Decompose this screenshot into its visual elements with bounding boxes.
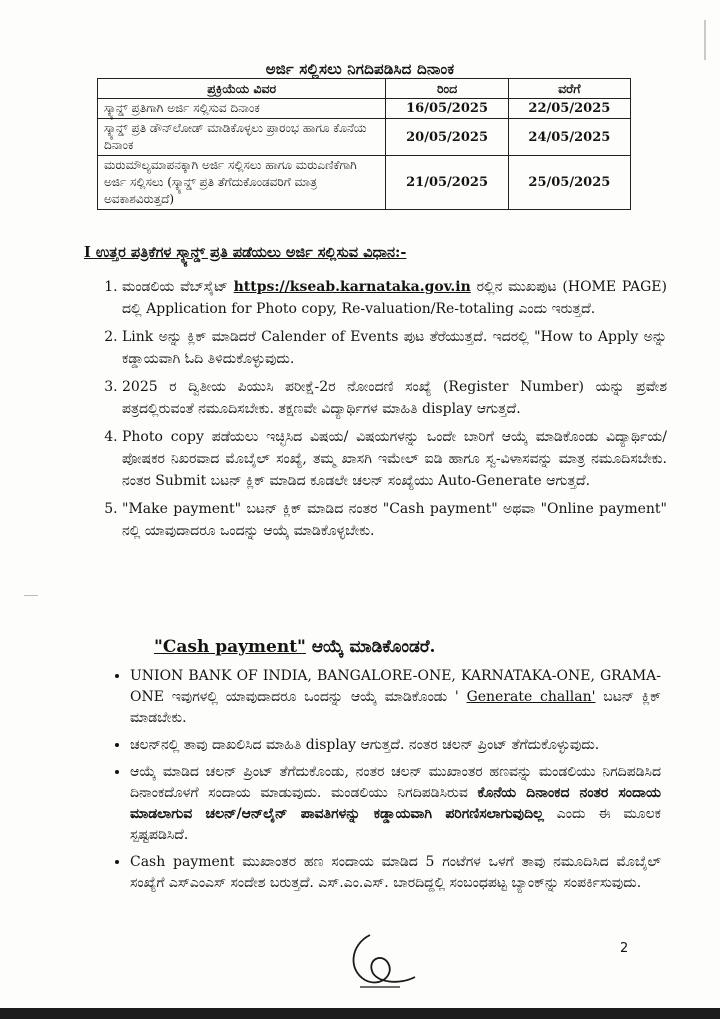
row-to-date: 24/05/2025: [508, 119, 630, 156]
row-to-date: 25/05/2025: [508, 156, 630, 210]
row-from-date: 21/05/2025: [386, 156, 508, 210]
row-to-date: 22/05/2025: [508, 99, 630, 119]
scan-artifact: [24, 595, 38, 596]
bullet-text: ಆಯ್ಕೆ ಮಾಡಿದ ಚಲನ್ ಪ್ರಿಂಟ್ ತೆಗೆದುಕೊಂಡು, ನಂತರ ಚಲನ್ ಮುಖಾಂತರ ಹಣವನ್ನು ಮಂಡಲಿಯು ನಿಗದಿಪಡಿಸಿದ ದಿನಾಂಕದೊಳಗೆ ಸಂದಾಯ ಮಾಡುವುದು. ಮಂಡಲಿಯು ನಿಗದಿಪಡಿಸಿರುವ: [130, 764, 661, 801]
row-detail: ಸ್ಕ್ಯಾನ್ಡ್ ಪ್ರತಿ ಡೌನ್‌ಲೋಡ್ ಮಾಡಿಕೊಳ್ಳಲು ಪ್ರಾರಂಭ ಹಾಗೂ ಕೊನೆಯ ದಿನಾಂಕ: [98, 119, 386, 156]
bullet-item: [130, 666, 661, 729]
scan-bottom-edge: [0, 1008, 720, 1019]
step-text: ರಲ್ಲಿನ ಮುಖಪುಟ (HOME PAGE) ದಲ್ಲಿ Application for Photo copy, Re-valuation/Re-totaling ಎಂದು ಇರುತ್ತದೆ.: [122, 279, 667, 317]
table-row: [98, 156, 631, 210]
bullet-text: ಎಂದು ಈ ಮೂಲಕ ಸ್ಪಷ್ಟಪಡಿಸಿದೆ.: [130, 806, 661, 843]
header-process-detail: ಪ್ರಕ್ರಿಯೆಯ ವಿವರ: [98, 79, 386, 99]
bullet-item: [130, 762, 661, 846]
row-from-date: 20/05/2025: [386, 119, 508, 156]
bullet-bold-text: ಕೊನೆಯ ದಿನಾಂಕದ ನಂತರ ಸಂದಾಯ ಮಾಡಲಾಗುವ ಚಲನ್/ಆನ್‌ಲೈನ್ ಪಾವತಿಗಳನ್ನು ಕಡ್ಡಾಯವಾಗಿ ಪರಿಗಣಿಸಲಾಗುವುದಿಲ್ಲ: [130, 785, 661, 822]
step-item: [122, 276, 667, 320]
table-header-row: [98, 79, 631, 99]
website-link[interactable]: https://kseab.karnataka.gov.in: [233, 279, 471, 295]
schedule-title: ಅರ್ಜಿ ಸಲ್ಲಿಸಲು ನಿಗದಿಪಡಿಸಿದ ದಿನಾಂಕ: [265, 60, 455, 78]
row-detail: ಮರುಮೌಲ್ಯಮಾಪನಕ್ಕಾಗಿ ಅರ್ಜಿ ಸಲ್ಲಿಸಲು ಹಾಗೂ ಮರುಎಣಿಕೆಗಾಗಿ ಅರ್ಜಿ ಸಲ್ಲಿಸಲು (ಸ್ಕ್ಯಾನ್ಡ್ ಪ್ರತಿ ತೆಗೆದುಕೊಂಡವರಿಗೆ ಮಾತ್ರ ಅವಕಾಶವಿರುತ್ತದೆ): [98, 156, 386, 210]
scan-artifact: [704, 20, 706, 60]
table-row: [98, 99, 631, 119]
bullet-item: • ಚಲನ್‌ನಲ್ಲಿ ತಾವು ದಾಖಲಿಸಿದ ಮಾಹಿತಿ display ಆಗುತ್ತದೆ. ನಂತರ ಚಲನ್ ಪ್ರಿಂಟ್ ತೆಗೆದುಕೊಳ್ಳುವುದು.: [130, 735, 661, 756]
header-from: ರಿಂದ: [386, 79, 508, 99]
step-text: ಮಂಡಲಿಯ ವೆಬ್‌ಸೈಟ್: [122, 279, 234, 295]
schedule-table: [97, 78, 631, 210]
step-item: 4. Photo copy ಪಡೆಯಲು ಇಚ್ಛಿಸಿದ ವಿಷಯ/ ವಿಷಯಗಳನ್ನು ಒಂದೇ ಬಾರಿಗೆ ಆಯ್ಕೆ ಮಾಡಿಕೊಂಡು ವಿದ್ಯಾರ್ಥಿಯ/ಪೋಷಕರ ನಿಖರವಾದ ಮೊಬೈಲ್ ಸಂಖ್ಯೆ, ತಮ್ಮ ಖಾಸಗಿ ಇಮೇಲ್ ಐಡಿ ಹಾಗೂ ಸ್ವ-ವಿಳಾಸವನ್ನು ಮಾತ್ರ ನಮೂದಿಸಬೇಕು. ನಂತರ Submit ಬಟನ್ ಕ್ಲಿಕ್ ಮಾಡಿದ ಕೂಡಲೇ ಚಲನ್ ಸಂಖ್ಯೆಯು Auto-Generate ಆಗುತ್ತದೆ.: [122, 426, 667, 492]
cash-payment-heading: [154, 637, 435, 657]
cash-payment-bullets: [100, 666, 661, 900]
table-row: [98, 119, 631, 156]
cash-payment-heading-rest: ಆಯ್ಕೆ ಮಾಡಿಕೊಂಡರೆ.: [305, 637, 436, 657]
step-item: 2. Link ಅನ್ನು ಕ್ಲಿಕ್ ಮಾಡಿದರೆ Calender of Events ಪುಟ ತೆರೆಯುತ್ತದೆ. ಇದರಲ್ಲಿ "How to Apply ಅನ್ನು ಕಡ್ಡಾಯವಾಗಿ ಓದಿ ತಿಳಿದುಕೊಳ್ಳುವುದು.: [122, 326, 667, 370]
row-detail: ಸ್ಕ್ಯಾನ್ಡ್ ಪ್ರತಿಗಾಗಿ ಅರ್ಜಿ ಸಲ್ಲಿಸುವ ದಿನಾಂಕ: [98, 99, 386, 119]
bullet-text: ಬಟನ್ ಕ್ಲಿಕ್ ಮಾಡಬೇಕು.: [130, 689, 661, 726]
procedure-heading: I ಉತ್ತರ ಪತ್ರಿಕೆಗಳ ಸ್ಕ್ಯಾನ್ಡ್ ಪ್ರತಿ ಪಡೆಯಲು ಅರ್ಜಿ ಸಲ್ಲಿಸುವ ವಿಧಾನ:-: [84, 244, 407, 261]
signature-icon: [340, 925, 430, 995]
step-item: 3. 2025 ರ ದ್ವಿತೀಯ ಪಿಯುಸಿ ಪರೀಕ್ಷೆ-2ರ ನೋಂದಣಿ ಸಂಖ್ಯೆ (Register Number) ಯನ್ನು ಪ್ರವೇಶ ಪತ್ರದಲ್ಲಿರುವಂತೆ ನಮೂದಿಸಬೇಕು. ತಕ್ಷಣವೇ ವಿದ್ಯಾರ್ಥಿಗಳ ಮಾಹಿತಿ display ಆಗುತ್ತದೆ.: [122, 376, 667, 420]
step-item: 5. "Make payment" ಬಟನ್ ಕ್ಲಿಕ್ ಮಾಡಿದ ನಂತರ "Cash payment" ಅಥವಾ "Online payment" ನಲ್ಲಿ ಯಾವುದಾದರೂ ಒಂದನ್ನು ಆಯ್ಕೆ ಮಾಡಿಕೊಳ್ಳಬೇಕು.: [122, 498, 667, 542]
generate-challan-label: Generate challan': [466, 689, 596, 705]
bullet-item: • Cash payment ಮುಖಾಂತರ ಹಣ ಸಂದಾಯ ಮಾಡಿದ 5 ಗಂಟೆಗಳ ಒಳಗೆ ತಾವು ನಮೂದಿಸಿದ ಮೊಬೈಲ್ ಸಂಖ್ಯೆಗೆ ಎಸ್‌ಎಂಎಸ್ ಸಂದೇಶ ಬರುತ್ತದೆ. ಎಸ್.ಎಂ.ಎಸ್. ಬಾರದಿದ್ದಲ್ಲಿ ಸಂಬಂಧಪಟ್ಟ ಬ್ಯಾಂಕ್‌ನ್ನು ಸಂಪರ್ಕಿಸುವುದು.: [130, 852, 661, 894]
header-to: ವರೆಗೆ: [508, 79, 630, 99]
cash-payment-label: "Cash payment": [154, 637, 306, 657]
bullet-text: UNION BANK OF INDIA, BANGALORE-ONE, KARNATAKA-ONE, GRAMA-ONE ಇವುಗಳಲ್ಲಿ ಯಾವುದಾದರೂ ಒಂದನ್ನು ಆಯ್ಕೆ ಮಾಡಿಕೊಂಡು ': [130, 668, 661, 705]
procedure-steps: [86, 276, 667, 548]
row-from-date: 16/05/2025: [386, 99, 508, 119]
page-number: 2: [620, 941, 629, 956]
